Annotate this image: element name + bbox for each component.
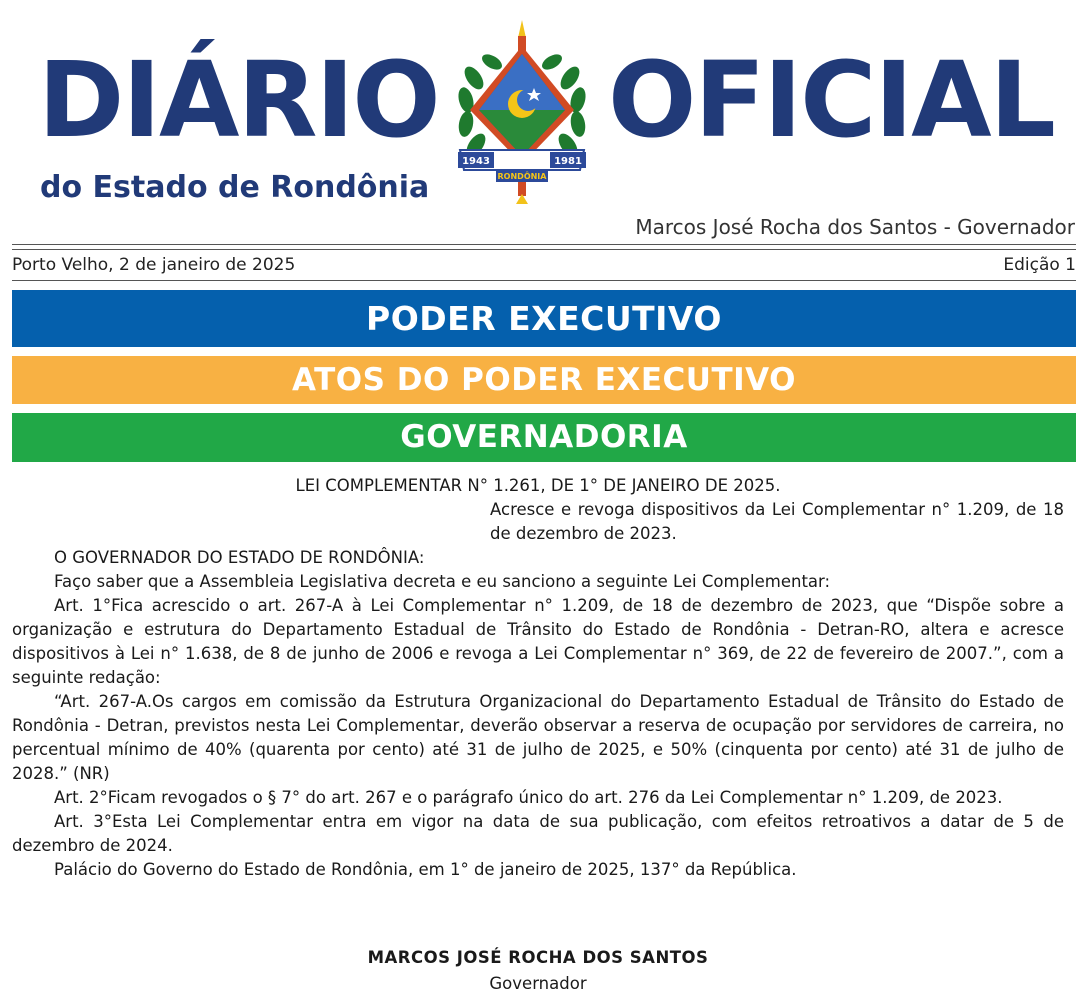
section-band-poder-executivo: PODER EXECUTIVO	[12, 290, 1076, 347]
law-paragraph: “Art. 267-A.Os cargos em comissão da Estrutura Organizacional do Departamento Estadual de Trânsito do Estado de Rondônia - Detran, previstos nesta Lei Complementar, deverão observar a reserva de ocupação por servidores de carreira, no percentual mínimo de 40% (quarenta por cento) até 31 de julho de 2025, e 50% (cinquenta por cento) até 31 de julho de 2028.” (NR)	[12, 692, 1064, 783]
law-document	[12, 474, 1064, 882]
law-paragraph: Palácio do Governo do Estado de Rondônia, em 1° de janeiro de 2025, 137° da República.	[54, 860, 797, 879]
header-divider-top-double	[12, 249, 1076, 250]
crest-banner-label: RONDÔNIA	[497, 172, 547, 181]
governor-line: Marcos José Rocha dos Santos - Governador	[635, 215, 1075, 239]
masthead-title-oficial: OFICIAL	[608, 39, 1054, 161]
law-title: LEI COMPLEMENTAR N° 1.261, DE 1° DE JANEIRO DE 2025.	[295, 476, 781, 495]
law-paragraph: O GOVERNADOR DO ESTADO DE RONDÔNIA:	[54, 548, 425, 567]
section-band-governadoria: GOVERNADORIA	[12, 413, 1076, 462]
signature-name: MARCOS JOSÉ ROCHA DOS SANTOS	[367, 948, 709, 967]
state-coat-of-arms	[452, 18, 592, 204]
crest-year-1981: 1981	[554, 156, 582, 167]
header-divider-top	[12, 244, 1076, 245]
law-paragraph: Art. 1°Fica acrescido o art. 267-A à Lei Complementar n° 1.209, de 18 de dezembro de 2023, que “Dispõe sobre a organização e estrutura do Departamento Estadual de Trânsito do Estado de Rondônia - Detran-RO, altera e acresce dispositivos à Lei n° 1.638, de 8 de junho de 2006 e revoga a Lei Complementar n° 369, de 22 de fevereiro de 2007.”, com a seguinte redação:	[12, 596, 1064, 687]
law-paragraph: Faço saber que a Assembleia Legislativa decreta e eu sanciono a seguinte Lei Complementar:	[54, 572, 831, 591]
crest-sword-tip	[518, 20, 526, 38]
law-paragraph: Art. 3°Esta Lei Complementar entra em vigor na data de sua publicação, com efeitos retroativos a datar de 5 de dezembro de 2024.	[12, 812, 1064, 855]
crest-year-1943: 1943	[462, 156, 490, 167]
header-divider-bottom	[12, 280, 1076, 281]
crest-sword-hilt	[518, 182, 526, 196]
section-band-atos: ATOS DO PODER EXECUTIVO	[12, 356, 1076, 404]
edition-number: Edição 1	[1003, 255, 1076, 275]
masthead	[0, 0, 1091, 210]
law-summary: Acresce e revoga dispositivos da Lei Complementar n° 1.209, de 18 de dezembro de 2023.	[490, 500, 1064, 543]
publication-date: Porto Velho, 2 de janeiro de 2025	[12, 255, 296, 275]
masthead-title-diario: DIÁRIO	[38, 39, 439, 161]
law-paragraph: Art. 2°Ficam revogados o § 7° do art. 267 e o parágrafo único do art. 276 da Lei Complementar n° 1.209, de 2023.	[54, 788, 1003, 807]
signature-block	[12, 945, 1064, 997]
dateline	[12, 252, 1076, 278]
signature-role: Governador	[489, 974, 587, 993]
masthead-subtitle: do Estado de Rondônia	[40, 170, 430, 205]
